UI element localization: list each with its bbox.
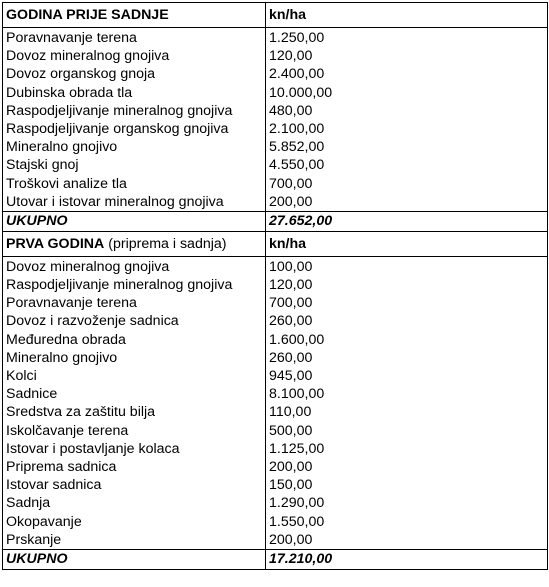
cost-item-name: Sadnja <box>6 495 51 512</box>
cost-item-value: 150,00 <box>269 477 313 494</box>
cost-item-value: 945,00 <box>269 368 313 384</box>
section-title <box>3 3 266 28</box>
cost-item-value: 480,00 <box>269 102 313 119</box>
cost-item-name: Dovoz mineralnog gnojiva <box>6 48 170 65</box>
cost-item-name: Utovar i istovar mineralnog gnojiva <box>6 193 224 210</box>
cost-table-body <box>3 3 548 570</box>
cost-item-value: 1.250,00 <box>269 30 325 46</box>
cost-item-value: 700,00 <box>269 295 313 312</box>
cost-item-name: Dubinska obrada tla <box>6 84 133 101</box>
cost-item-name: Međuredna obrada <box>6 331 126 348</box>
cost-item-value: 110,00 <box>269 404 312 421</box>
total-row <box>3 549 548 569</box>
cost-item-name: Iskolčavanje terena <box>6 422 129 439</box>
section-title-bold: GODINA PRIJE SADNJE <box>6 7 169 23</box>
cost-item-value: 2.400,00 <box>269 66 325 83</box>
cost-item-value: 100,00 <box>269 258 313 275</box>
cost-item-value: 200,00 <box>269 458 313 475</box>
cost-item-value: 2.100,00 <box>269 120 325 137</box>
cost-item-name: Mineralno gnojivo <box>6 139 118 156</box>
cost-item-name: Okopavanje <box>6 513 82 530</box>
total-label: UKUPNO <box>3 549 266 569</box>
cost-item-name: Stajski gnoj <box>6 157 79 174</box>
item-values-cell <box>266 256 548 549</box>
cost-table-container <box>2 2 547 570</box>
cost-item-value: 200,00 <box>269 531 313 548</box>
cost-item-value: 500,00 <box>269 422 313 439</box>
cost-item-value: 260,00 <box>269 349 313 366</box>
total-row <box>3 211 548 231</box>
section-header-row <box>3 231 548 256</box>
cost-table <box>2 2 548 570</box>
total-value: 17.210,00 <box>266 549 548 569</box>
items-row <box>3 256 548 549</box>
cost-item-value: 260,00 <box>269 313 313 330</box>
cost-item-name: Dovoz mineralnog gnojiva <box>6 258 170 275</box>
cost-item-value: 1.125,00 <box>269 440 325 457</box>
cost-item-name: Istovar sadnica <box>6 477 102 494</box>
cost-item-value: 1.600,00 <box>269 331 325 348</box>
section-header-row <box>3 3 548 28</box>
cost-item-name: Poravnavanje terena <box>6 30 137 46</box>
item-names-cell <box>3 28 266 212</box>
cost-item-value: 5.852,00 <box>269 139 325 156</box>
section-title-note: (priprema i sadnja) <box>104 235 227 252</box>
cost-item-name: Raspodjeljivanje mineralnog gnojiva <box>6 277 233 294</box>
cost-item-name: Raspodjeljivanje mineralnog gnojiva <box>6 102 233 119</box>
cost-item-value: 10.000,00 <box>269 84 333 101</box>
cost-item-name: Priprema sadnica <box>6 458 117 475</box>
cost-item-value: 120,00 <box>269 277 313 294</box>
cost-item-name: Dovoz organskog gnoja <box>6 66 156 83</box>
unit-header: kn/ha <box>266 231 548 256</box>
cost-item-value: 120,00 <box>269 48 313 65</box>
total-value: 27.652,00 <box>266 211 548 231</box>
cost-item-name: Kolci <box>6 368 37 384</box>
cost-item-name: Dovoz i razvoženje sadnica <box>6 313 179 330</box>
cost-item-value: 8.100,00 <box>269 386 325 403</box>
items-row <box>3 28 548 212</box>
cost-item-name: Poravnavanje terena <box>6 295 137 312</box>
section-title <box>3 231 266 256</box>
cost-item-name: Prskanje <box>6 531 62 548</box>
unit-header: kn/ha <box>266 3 548 28</box>
cost-item-value: 200,00 <box>269 193 313 210</box>
cost-item-value: 4.550,00 <box>269 157 325 174</box>
cost-item-name: Troškovi analize tla <box>6 175 127 192</box>
cost-item-name: Istovar i postavljanje kolaca <box>6 440 180 457</box>
item-values-cell <box>266 28 548 212</box>
cost-item-name: Mineralno gnojivo <box>6 349 118 366</box>
total-label: UKUPNO <box>3 211 266 231</box>
cost-item-name: Raspodjeljivanje organskog gnojiva <box>6 120 229 137</box>
cost-item-name: Sredstva za zaštitu bilja <box>6 404 156 421</box>
cost-item-value: 1.290,00 <box>269 495 325 512</box>
cost-item-name: Sadnice <box>6 386 58 403</box>
cost-item-value: 700,00 <box>269 175 313 192</box>
item-names-cell <box>3 256 266 549</box>
section-title-bold: PRVA GODINA <box>6 235 105 252</box>
cost-item-value: 1.550,00 <box>269 513 325 530</box>
